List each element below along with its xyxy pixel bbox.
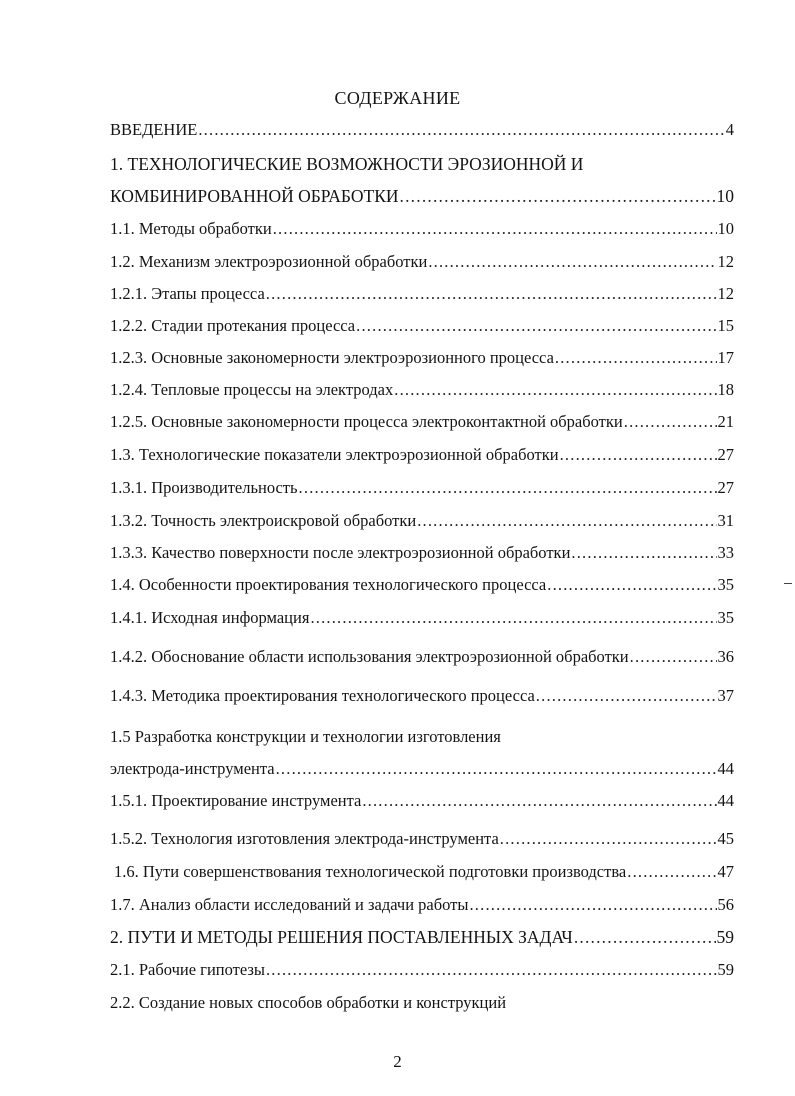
dot-leader <box>500 829 717 849</box>
toc-entry-text: 1.4.1. Исходная информация <box>110 608 310 627</box>
toc-entry-text: ВВЕДЕНИЕ <box>110 120 198 139</box>
toc-entry-1-3-1 <box>110 478 734 498</box>
toc-entry-1-5 <box>110 759 734 779</box>
toc-entry-text: 1.2.2. Стадии протекания процесса <box>110 316 356 335</box>
toc-entry-text: 1.4. Особенности проектирования технологического процесса <box>110 575 547 594</box>
dot-leader <box>400 186 716 206</box>
toc-entry-text: 1.6. Пути совершенствования технологической подготовки производства <box>114 862 627 881</box>
toc-entry-page: 56 <box>717 895 734 914</box>
toc-entry-text: 1.3.3. Качество поверхности после электроэрозионной обработки <box>110 543 571 562</box>
toc-entry-page: 12 <box>717 252 734 271</box>
toc-entry-text: 2.1. Рабочие гипотезы <box>110 960 265 979</box>
dot-leader <box>571 543 716 563</box>
dot-leader <box>624 412 717 432</box>
toc-entry-text: 1.2. Механизм электроэрозионной обработки <box>110 252 428 271</box>
toc-entry-page: 35 <box>717 608 734 627</box>
toc-entry-page: 21 <box>717 412 734 431</box>
toc-entry-2-1 <box>110 960 734 980</box>
toc-entry-text: 1.5.2. Технология изготовления электрода-инструмента <box>110 829 499 848</box>
toc-entry-introduction <box>110 120 734 140</box>
toc-entry-page: 45 <box>717 829 734 848</box>
toc-entry-text: 1.2.4. Тепловые процессы на электродах <box>110 380 394 399</box>
toc-entry-text: 1.3.1. Производительность <box>110 478 298 497</box>
dot-leader <box>630 647 717 667</box>
toc-entry-text: 1.7. Анализ области исследований и задачи работы <box>110 895 469 914</box>
dot-leader <box>428 252 716 272</box>
toc-chapter-1-heading-line1: 1. ТЕХНОЛОГИЧЕСКИЕ ВОЗМОЖНОСТИ ЭРОЗИОННОЙ И <box>110 154 584 174</box>
toc-entry-page: 44 <box>717 759 734 778</box>
dot-leader <box>560 445 717 465</box>
toc-entry-text: 1.3.2. Точность электроискровой обработки <box>110 511 417 530</box>
margin-mark <box>784 583 792 584</box>
toc-entry-text: 2. ПУТИ И МЕТОДЫ РЕШЕНИЯ ПОСТАВЛЕННЫХ ЗАДАЧ <box>110 927 573 947</box>
toc-entry-1-4-2 <box>110 647 734 667</box>
page-number: 2 <box>393 1052 402 1071</box>
toc-entry-1-4-1 <box>110 608 734 628</box>
toc-entry-text: 1.3. Технологические показатели электроэрозионной обработки <box>110 445 559 464</box>
toc-entry-page: 15 <box>717 316 734 335</box>
dot-leader <box>273 219 717 239</box>
toc-entry-2-2-line1: 2.2. Создание новых способов обработки и конструкций <box>110 993 507 1012</box>
toc-entry-1-2-5 <box>110 412 734 432</box>
dot-leader <box>266 284 717 304</box>
toc-entry-page: 27 <box>717 478 734 497</box>
toc-entry-page: 36 <box>717 647 734 666</box>
toc-entry-page: 37 <box>717 686 734 705</box>
dot-leader <box>547 575 716 595</box>
toc-entry-1-2-1 <box>110 284 734 304</box>
dot-leader <box>362 791 716 811</box>
toc-entry-1-1 <box>110 219 734 239</box>
toc-entry-page: 33 <box>717 543 734 562</box>
dot-leader <box>536 686 717 706</box>
toc-entry-text: 1.1. Методы обработки <box>110 219 272 238</box>
toc-entry-page: 59 <box>716 927 734 947</box>
toc-entry-page: 31 <box>717 511 734 530</box>
dot-leader <box>299 478 717 498</box>
toc-entry-1-2 <box>110 252 734 272</box>
toc-entry-1-3-3 <box>110 543 734 563</box>
toc-entry-text: 1.4.2. Обоснование области использования электроэрозионной обработки <box>110 647 629 666</box>
toc-entry-1-5-1 <box>110 791 734 811</box>
toc-chapter-2 <box>110 927 734 947</box>
dot-leader <box>555 348 717 368</box>
contents-title: СОДЕРЖАНИЕ <box>334 88 461 108</box>
toc-entry-page: 10 <box>717 219 734 238</box>
toc-entry-1-3-2 <box>110 511 734 531</box>
toc-entry-page: 44 <box>717 791 734 810</box>
toc-entry-page: 47 <box>717 862 734 881</box>
toc-entry-text: электрода-инструмента <box>110 759 275 778</box>
dot-leader <box>266 960 717 980</box>
toc-entry-1-4 <box>110 575 734 595</box>
toc-entry-page: 12 <box>717 284 734 303</box>
toc-entry-text: 1.5.1. Проектирование инструмента <box>110 791 362 810</box>
dot-leader <box>198 120 724 140</box>
toc-entry-1-7 <box>110 895 734 915</box>
toc-entry-page: 4 <box>725 120 734 139</box>
dot-leader <box>627 862 716 882</box>
toc-entry-text: 1.2.3. Основные закономерности электроэрозионного процесса <box>110 348 554 367</box>
dot-leader <box>394 380 716 400</box>
toc-entry-1-5-line1: 1.5 Разработка конструкции и технологии изготовления <box>110 727 501 746</box>
toc-entry-page: 27 <box>717 445 734 464</box>
toc-entry-page: 10 <box>716 186 734 206</box>
toc-entry-1-2-4 <box>110 380 734 400</box>
toc-entry-text: 1.4.3. Методика проектирования технологического процесса <box>110 686 535 705</box>
toc-entry-text: 1.2.1. Этапы процесса <box>110 284 265 303</box>
toc-entry-1-4-3 <box>110 686 734 706</box>
toc-entry-1-2-2 <box>110 316 734 336</box>
toc-entry-text: 1.2.5. Основные закономерности процесса электроконтактной обработки <box>110 412 623 431</box>
dot-leader <box>356 316 716 336</box>
toc-chapter-1 <box>110 186 734 206</box>
dot-leader <box>469 895 716 915</box>
toc-entry-page: 18 <box>717 380 734 399</box>
toc-entry-1-3 <box>110 445 734 465</box>
toc-entry-page: 59 <box>717 960 734 979</box>
toc-entry-page: 35 <box>717 575 734 594</box>
dot-leader <box>417 511 716 531</box>
dot-leader <box>574 927 716 947</box>
toc-entry-1-6 <box>114 862 734 882</box>
dot-leader <box>310 608 716 628</box>
toc-entry-1-2-3 <box>110 348 734 368</box>
toc-entry-1-5-2 <box>110 829 734 849</box>
toc-entry-page: 17 <box>717 348 734 367</box>
dot-leader <box>276 759 717 779</box>
toc-entry-text: КОМБИНИРОВАННОЙ ОБРАБОТКИ <box>110 186 399 206</box>
